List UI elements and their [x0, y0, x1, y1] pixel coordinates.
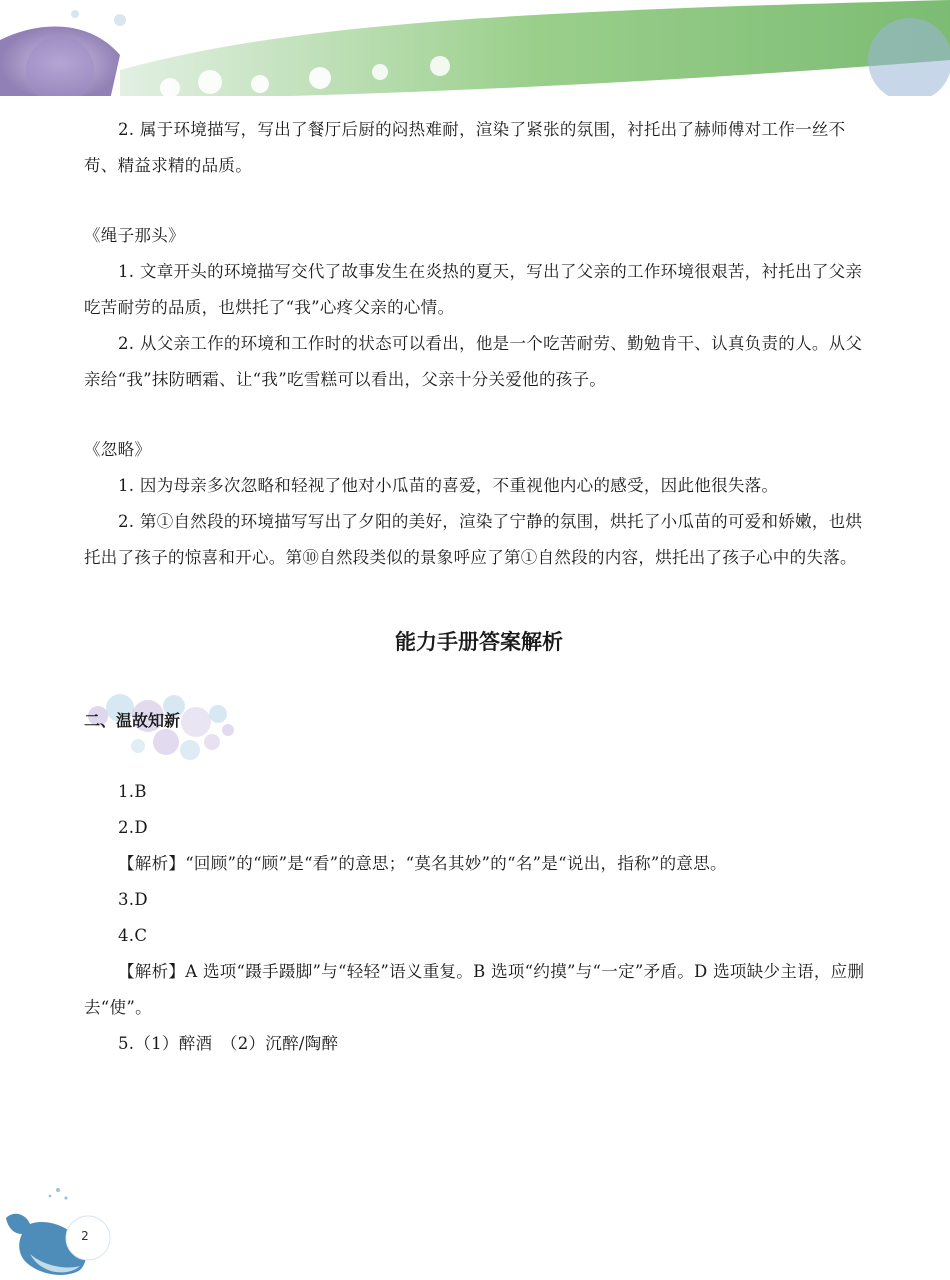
- analysis-paragraph: 【解析】“回顾”的“顾”是“看”的意思；“莫名其妙”的“名”是“说出，指称”的意思。: [118, 854, 727, 873]
- section-header: [84, 684, 874, 774]
- answer-item: 3.D: [118, 890, 148, 909]
- page-content: [84, 112, 874, 1062]
- answer-paragraph: 2. 第①自然段的环境描写写出了夕阳的美好，渲染了宁静的氛围，烘托了小瓜苗的可爱和娇嫩，也烘托出了孩子的惊喜和开心。第⑩自然段类似的景象呼应了第①自然段的内容，烘托出了孩子心中的失落。: [84, 512, 863, 567]
- section-title: 二、温故知新: [84, 711, 181, 730]
- answer-paragraph: 1. 文章开头的环境描写交代了故事发生在炎热的夏天，写出了父亲的工作环境很艰苦，衬托出了父亲吃苦耐劳的品质，也烘托了“我”心疼父亲的心情。: [84, 262, 863, 317]
- answer-item: 2.D: [118, 818, 148, 837]
- page-heading: 能力手册答案解析: [395, 630, 563, 654]
- analysis-paragraph: 【解析】A 选项“蹑手蹑脚”与“轻轻”语义重复。B 选项“约摸”与“一定”矛盾。D 选项缺少主语，应删去“使”。: [84, 962, 865, 1017]
- answer-paragraph: 2. 属于环境描写，写出了餐厅后厨的闷热难耐，渲染了紧张的氛围，衬托出了赫师傅对工作一丝不苟、精益求精的品质。: [84, 120, 846, 175]
- passage-title: 《绳子那头》: [84, 226, 185, 245]
- answer-item: 5.（1）醉酒 （2）沉醉/陶醉: [118, 1034, 339, 1053]
- whale-icon: [0, 1180, 130, 1280]
- passage-title: 《忽略》: [84, 440, 152, 459]
- page-number: 2: [81, 1229, 89, 1243]
- header-decoration: [0, 0, 950, 110]
- answer-paragraph: 1. 因为母亲多次忽略和轻视了他对小瓜苗的喜爱，不重视他内心的感受，因此他很失落。: [118, 476, 779, 495]
- answer-item: 4.C: [118, 926, 148, 945]
- answer-item: 1.B: [118, 782, 147, 801]
- answer-paragraph: 2. 从父亲工作的环境和工作时的状态可以看出，他是一个吃苦耐劳、勤勉肯干、认真负责的人。从父亲给“我”抹防晒霜、让“我”吃雪糕可以看出，父亲十分关爱他的孩子。: [84, 334, 863, 389]
